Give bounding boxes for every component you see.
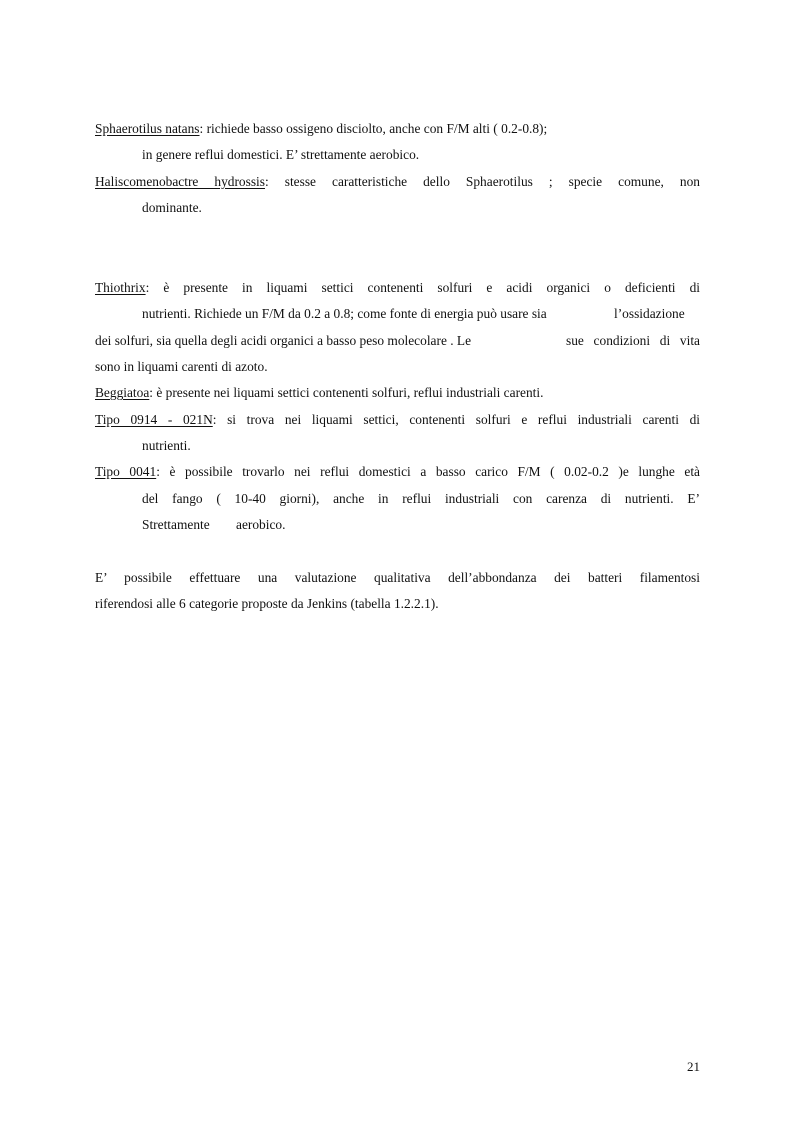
tipo0041-line-3a: Strettamente: [142, 517, 210, 532]
sphaerotilus-line-2: in genere reflui domestici. E’ strettamente aerobico.: [142, 147, 420, 162]
tipo0041-line-1: [95, 464, 700, 480]
conclusion-line-1: E’ possibile effettuare una valutazione qualitativa dell’abbondanza dei batteri filamentosi: [95, 570, 700, 585]
haliscomenobacter-text: : stesse caratteristiche dello Sphaerotilus ; specie comune, non: [264, 174, 700, 189]
tipo0914-text: : si trova nei liquami settici, contenenti solfuri e reflui industriali carenti di: [212, 412, 700, 427]
thiothrix-line-1: [95, 280, 700, 296]
haliscomenobacter-term: Haliscomenobactre hydrossis: [95, 174, 265, 189]
tipo0914-line-1: [95, 412, 700, 428]
tipo0041-line-3b: aerobico.: [236, 517, 286, 532]
thiothrix-line-3b: sue condizioni di vita: [566, 333, 700, 348]
page-number: 21: [687, 1059, 700, 1074]
thiothrix-text: : è presente in liquami settici contenenti solfuri e acidi organici o deficienti di: [145, 280, 700, 295]
sphaerotilus-term: Sphaerotilus natans: [95, 121, 200, 136]
beggiatoa-line-1: [95, 385, 543, 401]
tipo0914-term: Tipo 0914 - 021N: [95, 412, 213, 427]
haliscomenobacter-line-2: dominante.: [142, 200, 202, 215]
thiothrix-line-2b: l’ossidazione: [614, 306, 685, 321]
tipo0041-term: Tipo 0041: [95, 464, 157, 479]
beggiatoa-term: Beggiatoa: [95, 385, 150, 400]
thiothrix-line-4: sono in liquami carenti di azoto.: [95, 359, 268, 374]
thiothrix-line-2a: nutrienti. Richiede un F/M da 0.2 a 0.8; come fonte di energia può usare sia: [142, 306, 547, 321]
tipo0041-text: : è possibile trovarlo nei reflui domestici a basso carico F/M ( 0.02-0.2 )e lunghe età: [156, 464, 700, 479]
tipo0914-line-2: nutrienti.: [142, 438, 191, 453]
sphaerotilus-line-1: [95, 121, 547, 137]
haliscomenobacter-line-1: [95, 174, 700, 190]
thiothrix-term: Thiothrix: [95, 280, 146, 295]
tipo0041-line-2: del fango ( 10-40 giorni), anche in reflui industriali con carenza di nutrienti. E’: [142, 491, 700, 506]
sphaerotilus-text: : richiede basso ossigeno disciolto, anche con F/M alti ( 0.2-0.8);: [199, 121, 548, 136]
thiothrix-line-3a: dei solfuri, sia quella degli acidi organici a basso peso molecolare . Le: [95, 333, 472, 348]
conclusion-line-2: riferendosi alle 6 categorie proposte da Jenkins (tabella 1.2.2.1).: [95, 596, 439, 611]
beggiatoa-text: : è presente nei liquami settici contenenti solfuri, reflui industriali carenti.: [149, 385, 544, 400]
